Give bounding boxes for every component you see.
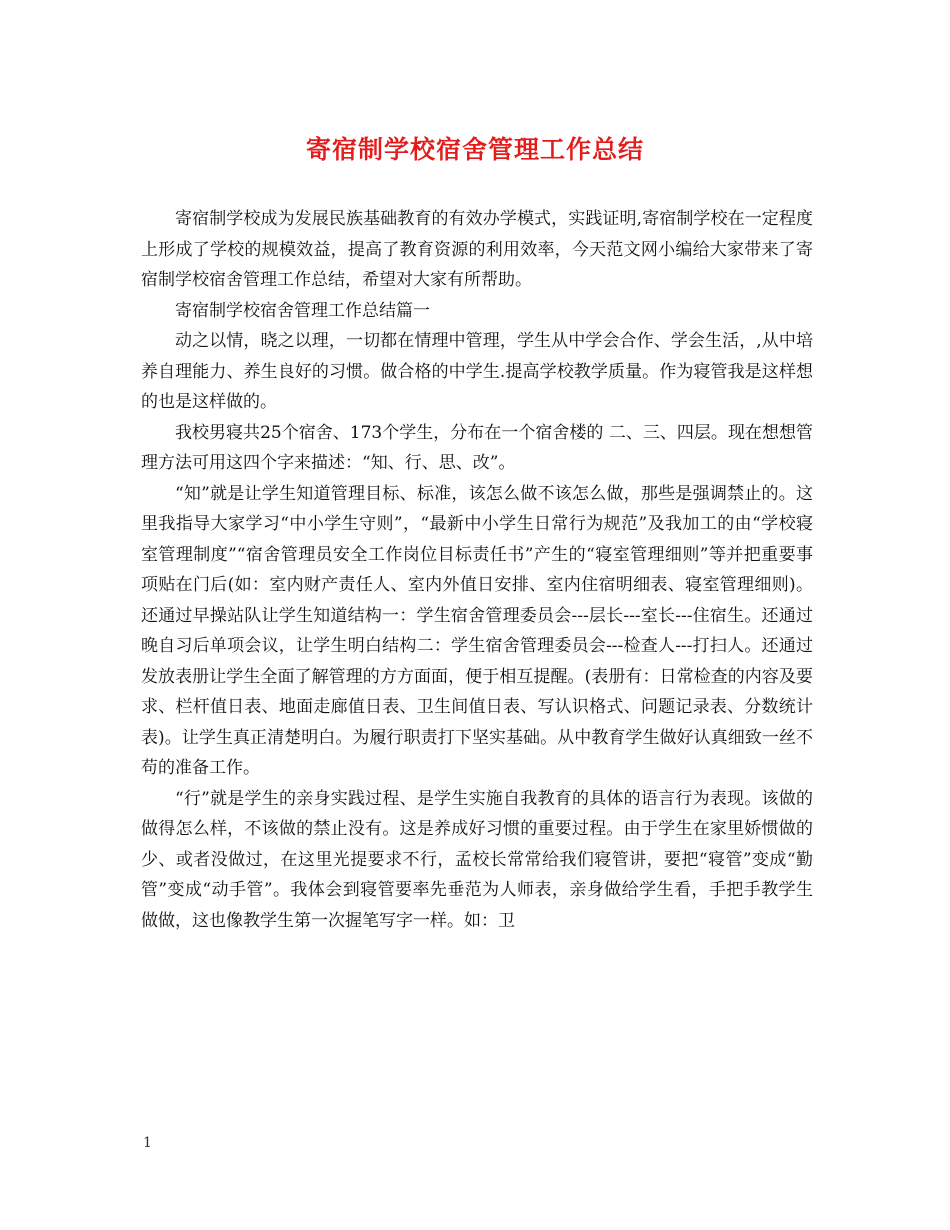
paragraph: 动之以情，晓之以理，一切都在情理中管理，学生从中学会合作、学会生活，,从中培养自理能力、养生良好的习惯。做合格的中学生.提高学校教学质量。作为寝管我是这样想的也是这样做的。 (141, 331, 813, 412)
paragraph: “行”就是学生的亲身实践过程、是学生实施自我教育的具体的语言行为表现。该做的做得怎么样，不该做的禁止没有。这是养成好习惯的重要过程。由于学生在家里娇惯做的少、或者没做过，在这里光提要求不行，孟校长常常给我们寝管讲，要把“寝管”变成“勤管”变成“动手管”。我体会到寝管要率先垂范为人师表，亲身做给学生看，手把手教学生做做，这也像教学生第一次握笔写字一样。如：卫 (141, 788, 813, 931)
section-heading: 寄宿制学校宿舍管理工作总结篇一 (175, 300, 430, 321)
document-body (141, 204, 813, 936)
page-number: 1 (143, 1135, 152, 1151)
document-title: 寄宿制学校宿舍管理工作总结 (305, 135, 644, 164)
paragraph: 我校男寝共25个宿舍、173个学生，分布在一个宿舍楼的 二、三、四层。现在想想管理方法可用这四个字来描述：“知、行、思、改”。 (141, 422, 813, 473)
paragraph: “知”就是让学生知道管理目标、标准，该怎么做不该怎么做，那些是强调禁止的。这里我指导大家学习“中小学生守则”，“最新中小学生日常行为规范”及我加工的由“学校寝室管理制度”“宿舍管理员安全工作岗位目标责任书”产生的“寝室管理细则”等并把重要事项贴在门后(如：室内财产责任人、室内外值日安排、室内住宿明细表、寝室管理细则)。还通过早操站队让学生知道结构一：学生宿舍管理委员会---层长---室长---住宿生。还通过晚自习后单项会议，让学生明白结构二：学生宿舍管理委员会---检查人---打扫人。还通过发放表册让学生全面了解管理的方方面面，便于相互提醒。(表册有：日常检查的内容及要求、栏杆值日表、地面走廊值日表、卫生间值日表、写认识格式、问题记录表、分数统计表)。让学生真正清楚明白。为履行职责打下坚实基础。从中教育学生做好认真细致一丝不苟的准备工作。 (141, 483, 813, 778)
paragraph-intro: 寄宿制学校成为发展民族基础教育的有效办学模式，实践证明,寄宿制学校在一定程度上形成了学校的规模效益，提高了教育资源的利用效率，今天范文网小编给大家带来了寄宿制学校宿舍管理工作总结，希望对大家有所帮助。 (141, 209, 813, 290)
